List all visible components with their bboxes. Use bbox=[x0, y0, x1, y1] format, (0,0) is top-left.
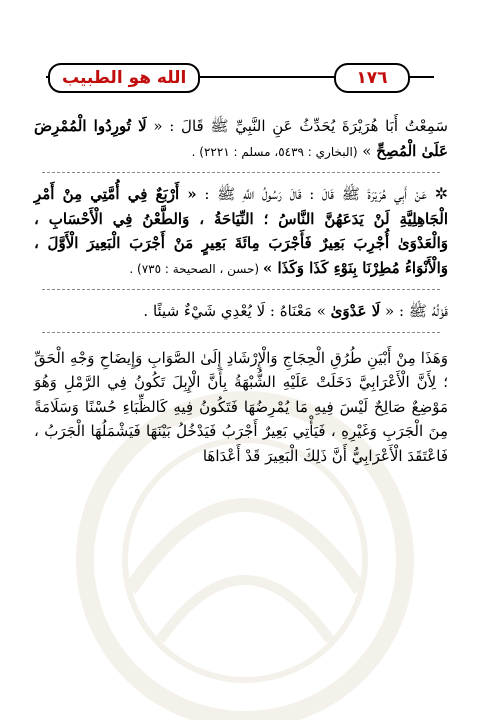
explanation-quote: لَا عَدْوَىٰ bbox=[330, 302, 381, 320]
page-body bbox=[34, 114, 448, 468]
page-header bbox=[46, 60, 434, 94]
hadith-paragraph-1 bbox=[34, 114, 448, 164]
page-number: ١٧٦ bbox=[334, 63, 410, 93]
hadith-paragraph-2 bbox=[34, 182, 448, 281]
section-divider bbox=[42, 332, 439, 334]
hadith-1-quote: لَا تُورِدُوا الْمُمْرِضَ عَلَىٰ الْمُصِحِّ bbox=[34, 117, 448, 160]
explanation-paragraph bbox=[34, 299, 448, 324]
hadith-2-quote: « أَرْبَعٌ فِي أُمَّتِي مِنْ أَمْرِ الْجَاهِلِيَّةِ لَنْ يَدَعَهُنَّ النَّاسُ ؛ النِّيَاحَةُ ، وَالطَّعْنُ فِي الْأَحْسَابِ ، وَالْعَدْوَىٰ أُجْرِبَ بَعِيرٌ فَأَجْرَبَ مِائَةَ بَعِيرٍ مَنْ أَجْرَبَ الْبَعِيرَ الْأَوَّلَ ، وَالْأَنْوَاءُ مُطِرْنَا بِنَوْءِ كَذَا وَكَذَا » bbox=[34, 185, 448, 277]
hadith-1-reference: (البخاري : ٥٤٣٩، مسلم : ٢٢٢١) . bbox=[191, 144, 358, 159]
hadith-1-closing: » bbox=[357, 141, 377, 160]
explanation-intro: قَوْلُهُ ﷺ : « bbox=[380, 302, 448, 320]
section-divider bbox=[42, 172, 439, 174]
hadith-1-intro: سَمِعْتُ أَبَا هُرَيْرَةَ يُحَدِّثُ عَنِ النَّبِيِّ ﷺ قَالَ : « bbox=[146, 117, 448, 135]
book-title: الله هو الطبيب bbox=[48, 63, 200, 93]
hadith-2-intro: عَنْ أَبِي هُرَيْرَةَ ﷺ قَالَ : قَالَ رَسُولُ اللَّهِ ﷺ : bbox=[196, 185, 435, 203]
explanation-rest: » مَعْنَاهُ : لَا يُعْدِي شَيْءٌ شيئًا . bbox=[143, 302, 331, 320]
commentary-paragraph: وَهَذَا مِنْ أَبْيَنِ طُرُقِ الْحِجَاجِ وَالْإِرْشَادِ إِلَىٰ الصَّوَابِ وَإِيضَاحِ وَجْهِ الْحَقِّ ؛ لِأَنَّ الْأَعْرَابِيَّ دَخَلَتْ عَلَيْهِ الشُّبْهَةُ بِأَنَّ الْإِبِلَ تَكُونُ فِي الرَّمْلِ وَهُوَ مَوْضِعٌ صَالِحٌ لَيْسَ فِيهِ مَا يُمْرِضُهَا فَتَكُونُ فِيهِ كَالظِّبَاءِ حُسْنًا وَسَلَامَةً مِنَ الْجَرَبِ وَغَيْرِهِ ، فَيَأْتِي بَعِيرٌ أَجْرَبُ فَيَدْخُلُ بَيْنَهَا فَيَشْمَلُهَا الْجَرَبُ ، فَاعْتَقَدَ الْأَعْرَابِيُّ أَنَّ ذَلِكَ الْبَعِيرَ قَدْ أَعْدَاهَا bbox=[34, 348, 448, 465]
star-ornament-icon: ✲ bbox=[434, 184, 448, 203]
hadith-2-reference: (حسن ، الصحيحة : ٧٣٥) . bbox=[129, 261, 263, 276]
section-divider bbox=[42, 289, 439, 291]
